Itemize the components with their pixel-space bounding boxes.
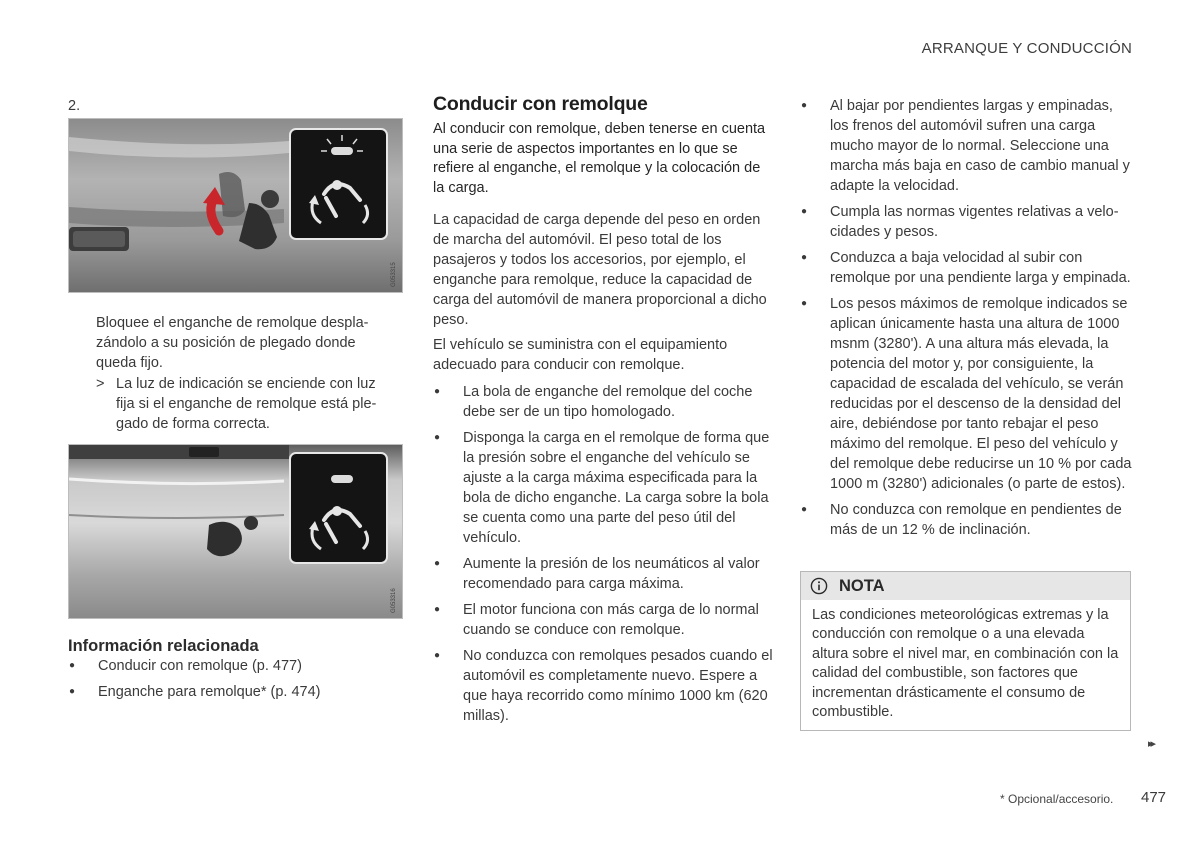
bullet-icon: ●	[434, 604, 441, 615]
list-item	[800, 96, 1132, 196]
list-item-text: No conduzca con remolque en pendientes de más de un 12 % de inclinación.	[830, 502, 1122, 538]
list-item-text: Al bajar por pendientes largas y empinadas, los frenos del automóvil sufren una carga mucho mayor de lo normal. Seleccione una marcha más baja en caso de cambio manual y adapte la velocidad.	[830, 98, 1130, 194]
list-item-text: Los pesos máximos de remolque indicados se aplican únicamente hasta una altura de 1000 msnm (3280'). A una altura más elevada, la potencia del motor y, por consiguiente, la capacidad de escalada del vehículo, se verán reducidas por el descenso de la densidad del aire, debiéndose por tanto rebajar el peso máximo del remolque. El peso del vehículo y del remolque debe reducirse un 10 % por cada 1000 m (3280') adicionales (o parte de estos).	[830, 296, 1132, 492]
related-item-link[interactable]: Enganche para remolque* (p. 474)	[98, 684, 321, 700]
list-item	[800, 500, 1132, 540]
related-info-title: Información relacionada	[68, 637, 259, 655]
bullet-icon: ●	[801, 100, 808, 111]
page-number: 477	[1141, 789, 1167, 806]
list-item-text: La bola de enganche del remolque del coche debe ser de un tipo homologado.	[463, 384, 753, 420]
list-item	[433, 554, 773, 594]
towbar-locked-illustration	[69, 445, 402, 618]
list-item	[800, 202, 1132, 242]
figure-towbar-folding	[68, 118, 403, 293]
related-item[interactable]	[68, 682, 398, 702]
bullet-icon: ●	[434, 558, 441, 569]
list-item	[433, 382, 773, 422]
related-item[interactable]	[68, 656, 398, 676]
list-item-text: Aumente la presión de los neumáticos al valor recomendado para carga máxima.	[463, 556, 760, 592]
paragraph-load-capacity: La capacidad de carga depende del peso en orden de marcha del automóvil. El peso total de los pasajeros y todos los accesorios, por ejemplo, el enganche para remolque, reduce la capacidad de carga del automóvil de manera proporcional a dicho peso.	[433, 212, 767, 328]
paragraph-equipment: El vehículo se suministra con el equipamiento adecuado para conducir con remolque.	[433, 337, 728, 373]
list-item-text: Conduzca a baja velocidad al subir con remolque por una pendiente larga y empinada.	[830, 250, 1131, 286]
note-header	[801, 572, 1130, 600]
bullet-icon: ●	[801, 298, 808, 309]
related-info-list	[68, 656, 398, 702]
figure-code: G053315	[391, 262, 397, 287]
list-item-text: Cumpla las normas vigentes relativas a velocidades y pesos.	[830, 204, 1119, 240]
step-result	[96, 374, 394, 434]
note-label: NOTA	[839, 576, 885, 595]
bullet-icon: ●	[69, 660, 76, 671]
note-box	[800, 571, 1131, 731]
towing-tips-list	[433, 382, 773, 732]
related-item-link[interactable]: Conducir con remolque (p. 477)	[98, 658, 302, 674]
towbar-folding-illustration	[69, 119, 402, 292]
section-title: Conducir con remolque	[433, 93, 648, 115]
footnote: * Opcional/accesorio.	[1000, 792, 1114, 806]
list-item	[433, 646, 773, 726]
result-marker: >	[96, 376, 105, 392]
towing-safety-list	[800, 96, 1132, 546]
bullet-icon: ●	[434, 432, 441, 443]
continue-arrows-icon: ▸▸	[1148, 738, 1154, 750]
bullet-icon: ●	[434, 650, 441, 661]
list-item	[800, 248, 1132, 288]
section-intro: Al conducir con remolque, deben tenerse en cuenta una serie de aspectos importantes en lo que se refiere al enganche, el remolque y la colocación de la carga.	[433, 121, 766, 196]
figure-code: G053316	[391, 588, 397, 613]
list-item	[800, 294, 1132, 494]
figure-towbar-locked	[68, 444, 403, 619]
note-text: Las condiciones meteorológicas extremas y la conducción con remolque o a una elevada altura sobre el nivel mar, en combinación con la calidad del combustible, son factores que incrementan drásticamente el consumo de combustible.	[812, 607, 1119, 721]
list-item	[433, 428, 773, 548]
list-item	[433, 600, 773, 640]
bullet-icon: ●	[434, 386, 441, 397]
bullet-icon: ●	[801, 504, 808, 515]
list-item-text: No conduzca con remolques pesados cuando el automóvil es completamente nuevo. Espere a que haya recorrido como mínimo 1000 km (620 millas).	[463, 648, 773, 724]
step-instruction: Bloquee el enganche de remolque desplazándolo a su posición de plegado donde queda fijo.	[96, 315, 369, 371]
result-text: La luz de indicación se enciende con luz fija si el enganche de remolque está plegado de forma correcta.	[116, 376, 377, 432]
list-item-text: El motor funciona con más carga de lo normal cuando se conduce con remolque.	[463, 602, 759, 638]
bullet-icon: ●	[801, 252, 808, 263]
step-number: 2.	[68, 98, 81, 114]
bullet-icon: ●	[69, 686, 76, 697]
running-header: ARRANQUE Y CONDUCCIÓN	[921, 40, 1132, 57]
bullet-icon: ●	[801, 206, 808, 217]
list-item-text: Disponga la carga en el remolque de forma que la presión sobre el enganche del vehículo se ajuste a la carga máxima especificada para la bola de dicho enganche. La carga sobre la bola se cuenta como una parte del peso útil del vehículo.	[463, 430, 770, 546]
info-icon	[810, 577, 828, 595]
